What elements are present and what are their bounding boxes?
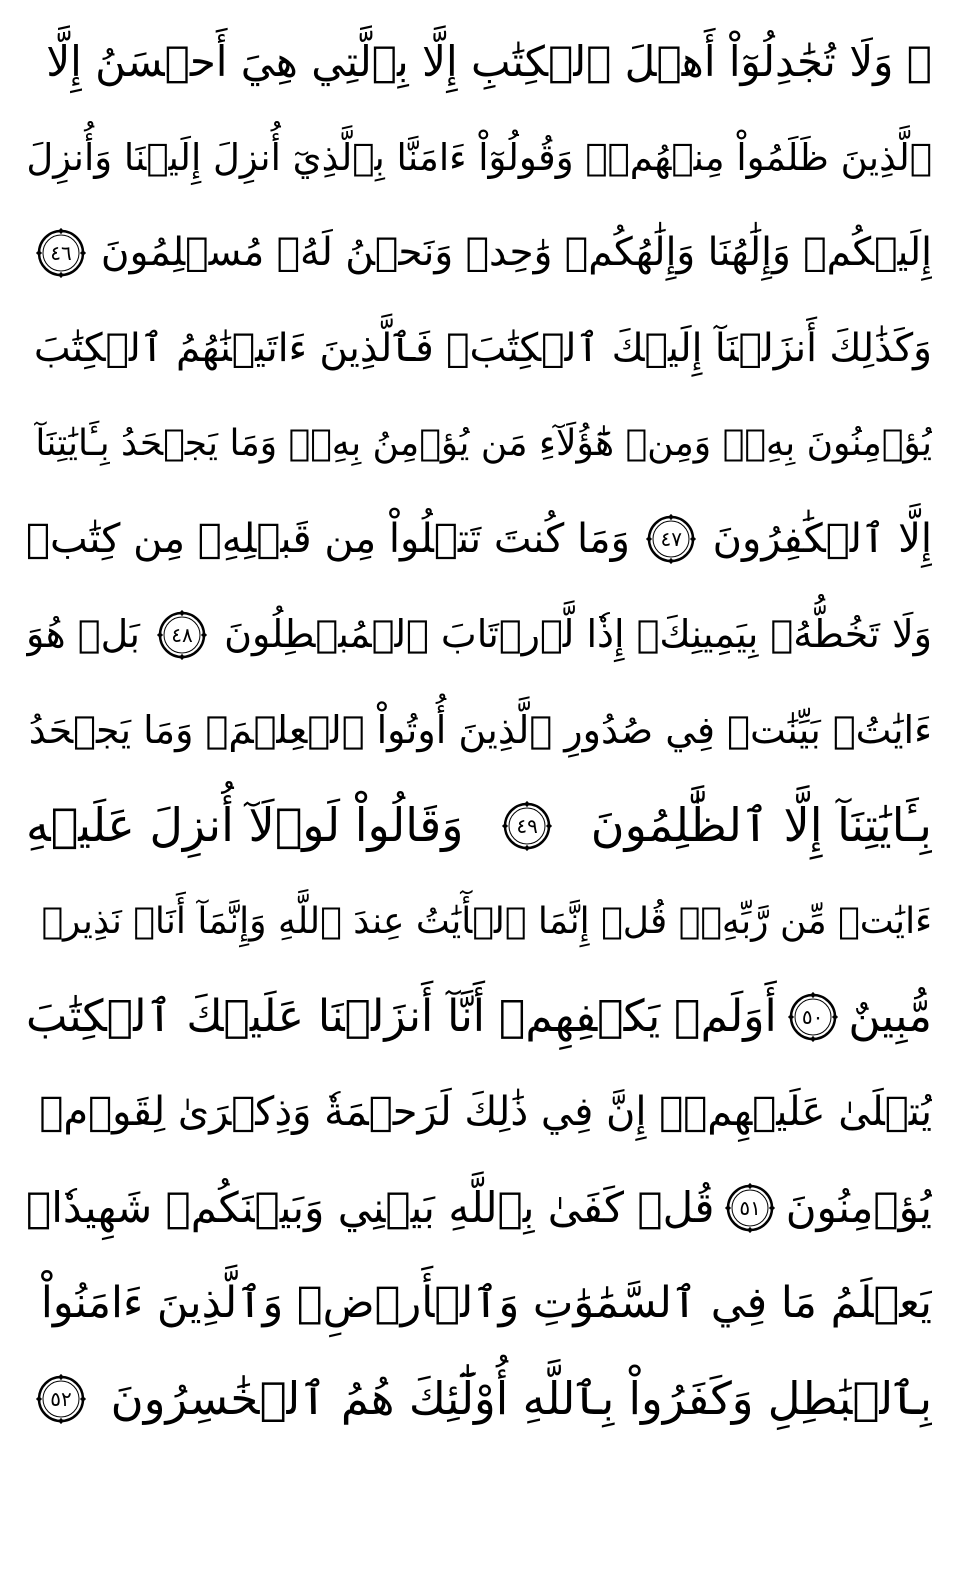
verse-text: يَعۡلَمُ مَا فِي ٱلسَّمَٰوَٰتِ وَٱلۡأَرۡضِۗ وَٱلَّذِينَ ءَامَنُواْ <box>40 1277 932 1328</box>
quran-line <box>26 1256 932 1352</box>
quran-line <box>26 778 932 874</box>
verse-text: بِـَٔايَٰتِنَآ إِلَّا ٱلظَّٰلِمُونَ <box>590 798 932 852</box>
ayah-end-marker <box>721 1179 779 1237</box>
quran-line <box>26 1065 932 1161</box>
ayah-end-marker <box>153 606 211 664</box>
ayah-number: ٥٢ <box>50 1386 72 1411</box>
ayah-number: ٤٧ <box>660 527 683 552</box>
ayah-end-marker <box>32 1370 90 1428</box>
verse-text: ءَايَٰتٞ مِّن رَّبِّهِۦۖ قُلۡ إِنَّمَا ٱلۡأٓيَٰتُ عِندَ ٱللَّهِ وَإِنَّمَآ أَنَا۠ نَذِيرٞ <box>41 900 932 942</box>
quran-line <box>26 110 932 206</box>
verse-text: وَكَذَٰلِكَ أَنزَلۡنَآ إِلَيۡكَ ٱلۡكِتَٰبَۚ فَٱلَّذِينَ ءَاتَيۡنَٰهُمُ ٱلۡكِتَٰبَ <box>33 325 932 371</box>
quran-line <box>26 1160 932 1256</box>
verse-text: إِلَّا ٱلۡكَٰفِرُونَ <box>712 515 932 562</box>
verse-text: بَلۡ هُوَ <box>26 612 140 656</box>
verse-text: ءَايَٰتُۢ بَيِّنَٰتٞ فِي صُدُورِ ٱلَّذِينَ أُوتُواْ ٱلۡعِلۡمَۚ وَمَا يَجۡحَدُ <box>28 707 932 752</box>
verse-text: يُؤۡمِنُونَ بِهِۦۖ وَمِنۡ هَٰٓؤُلَآءِ مَن يُؤۡمِنُ بِهِۦۚ وَمَا يَجۡحَدُ بِـَٔايَٰتِنَآ <box>35 423 932 464</box>
quran-line <box>26 587 932 683</box>
verse-text: ۞ وَلَا تُجَٰدِلُوٓاْ أَهۡلَ ٱلۡكِتَٰبِ إِلَّا بِٱلَّتِي هِيَ أَحۡسَنُ إِلَّا <box>46 37 932 86</box>
verse-text: يُتۡلَىٰ عَلَيۡهِمۡۚ إِنَّ فِي ذَٰلِكَ لَرَحۡمَةٗ وَذِكۡرَىٰ لِقَوۡمٖ <box>39 1088 932 1135</box>
verse-text: وَقَالُواْ لَوۡلَآ أُنزِلَ عَلَيۡهِ <box>26 798 464 852</box>
verse-text: يُؤۡمِنُونَ <box>785 1183 932 1232</box>
ayah-number: ٤٨ <box>171 622 193 647</box>
verse-text: أَوَلَمۡ يَكۡفِهِمۡ أَنَّآ أَنزَلۡنَا عَلَيۡكَ ٱلۡكِتَٰبَ <box>26 991 777 1042</box>
ayah-end-marker <box>642 510 700 568</box>
ayah-end-marker <box>32 224 90 282</box>
verse-text: إِلَيۡكُمۡ وَإِلَٰهُنَا وَإِلَٰهُكُمۡ وَٰحِدٞ وَنَحۡنُ لَهُۥ مُسۡلِمُونَ <box>100 230 932 275</box>
quran-line <box>26 301 932 397</box>
quran-line <box>26 874 932 970</box>
ayah-end-marker <box>498 797 556 855</box>
quran-line <box>26 683 932 779</box>
ayah-end-marker <box>784 988 842 1046</box>
quran-line <box>26 14 932 110</box>
verse-text: مُّبِينٌ <box>848 991 932 1042</box>
quran-line <box>26 969 932 1065</box>
verse-text: وَلَا تَخُطُّهُۥ بِيَمِينِكَۖ إِذٗا لَّٱرۡتَابَ ٱلۡمُبۡطِلُونَ <box>224 612 932 656</box>
quran-line <box>26 492 932 588</box>
ayah-number: ٤٩ <box>516 813 538 838</box>
ayah-number: ٤٦ <box>50 240 72 265</box>
verse-text: قُلۡ كَفَىٰ بِٱللَّهِ بَيۡنِي وَبَيۡنَكُمۡ شَهِيدٗاۖ <box>26 1183 715 1232</box>
ayah-number: ٥١ <box>739 1195 761 1220</box>
quran-line <box>26 1351 932 1447</box>
verse-text: بِٱلۡبَٰطِلِ وَكَفَرُواْ بِٱللَّهِ أُوْلَٰٓئِكَ هُمُ ٱلۡخَٰسِرُونَ <box>110 1372 932 1425</box>
verse-text: وَمَا كُنتَ تَتۡلُواْ مِن قَبۡلِهِۦ مِن كِتَٰبٖ <box>26 515 630 562</box>
ayah-number: ٥٠ <box>801 1004 824 1029</box>
verse-text: ٱلَّذِينَ ظَلَمُواْ مِنۡهُمۡۖ وَقُولُوٓاْ ءَامَنَّا بِٱلَّذِيٓ أُنزِلَ إِلَيۡنَا وَأُنزِلَ <box>26 135 932 179</box>
quran-line <box>26 396 932 492</box>
quran-line <box>26 205 932 301</box>
